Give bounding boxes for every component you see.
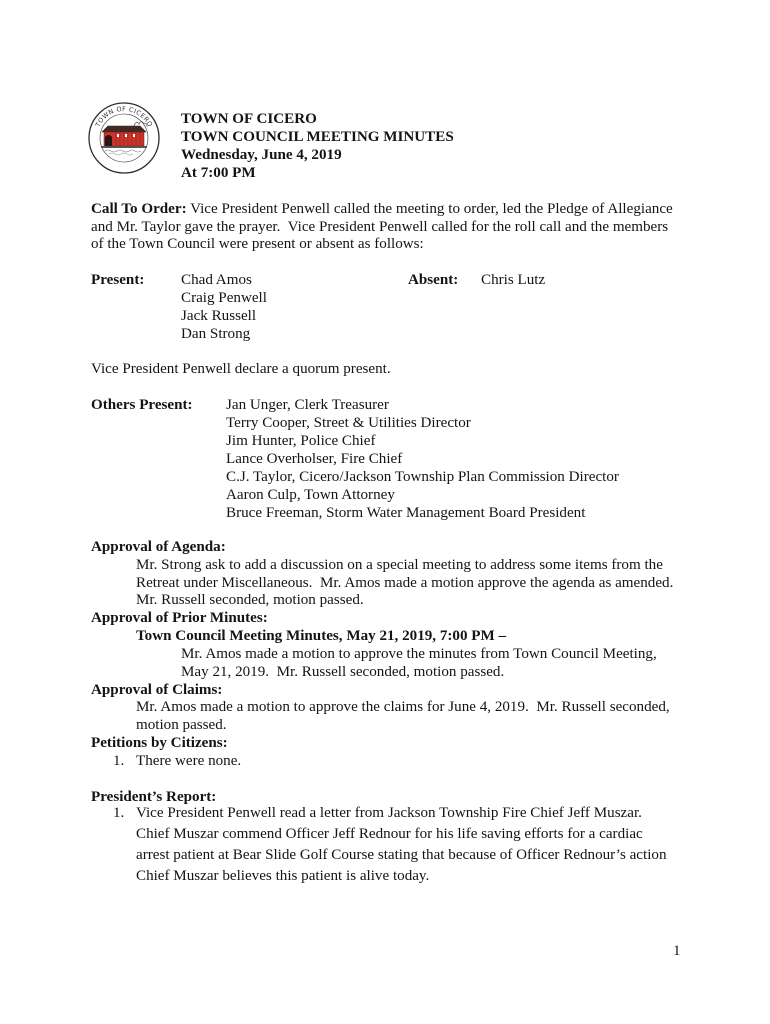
others-present-item: Jim Hunter, Police Chief <box>226 433 376 449</box>
call-to-order-text: Vice President Penwell called the meeting to order, led the Pledge of Allegiance <box>190 201 673 217</box>
page-number: 1 <box>673 943 681 959</box>
section-line: Mr. Amos made a motion to approve the minutes from Town Council Meeting, <box>181 645 657 662</box>
list-item-text: Chief Muszar believes this patient is alive today. <box>136 868 430 885</box>
present-member: Jack Russell <box>181 308 257 324</box>
call-to-order-line <box>91 201 673 219</box>
others-present-item: Lance Overholser, Fire Chief <box>226 451 403 467</box>
others-present-list <box>226 396 619 522</box>
section-line: motion passed. <box>136 717 227 734</box>
section-heading-agenda: Approval of Agenda: <box>91 539 226 555</box>
list-number: 1. <box>113 805 125 822</box>
list-item <box>91 803 691 824</box>
section-line: Retreat under Miscellaneous. Mr. Amos made a motion approve the agenda as amended. <box>136 574 674 591</box>
section-line: Mr. Russell seconded, motion passed. <box>136 592 364 609</box>
minutes-sections <box>91 539 691 771</box>
others-present-item: Terry Cooper, Street & Utilities Director <box>226 415 471 431</box>
list-item <box>91 753 691 771</box>
section-heading-prior-minutes: Approval of Prior Minutes: <box>91 610 268 627</box>
present-member: Dan Strong <box>181 326 251 342</box>
section-line: Mr. Strong ask to add a discussion on a special meeting to address some items from the <box>136 556 663 573</box>
section-line: May 21, 2019. Mr. Russell seconded, motion passed. <box>181 663 505 680</box>
present-member: Craig Penwell <box>181 290 267 306</box>
section-heading-claims: Approval of Claims: <box>91 681 223 698</box>
list-number: 1. <box>113 752 125 769</box>
absent-member: Chris Lutz <box>481 272 546 288</box>
list-item-text: Vice President Penwell read a letter from Jackson Township Fire Chief Jeff Muszar. <box>136 805 642 822</box>
absent-label: Absent: <box>408 272 459 288</box>
meeting-time: At 7:00 PM <box>181 165 256 181</box>
quorum-statement: Vice President Penwell declare a quorum present. <box>91 361 391 377</box>
header-title: TOWN COUNCIL MEETING MINUTES <box>181 129 454 145</box>
section-heading-presidents-report: President’s Report: <box>91 789 217 805</box>
section-line: Mr. Amos made a motion to approve the claims for June 4, 2019. Mr. Russell seconded, <box>136 699 670 716</box>
seal-top-text: TOWN OF CICERO <box>93 104 155 129</box>
others-present-label: Others Present: <box>91 397 193 413</box>
present-members-list <box>181 271 267 343</box>
others-present-item: Aaron Culp, Town Attorney <box>226 487 395 503</box>
list-item-text: There were none. <box>136 752 242 769</box>
others-present-item: C.J. Taylor, Cicero/Jackson Township Plan Commission Director <box>226 469 619 485</box>
list-item-text: arrest patient at Bear Slide Golf Course stating that because of Officer Rednour’s action <box>136 847 667 864</box>
list-item-text: Chief Muszar commend Officer Jeff Rednour for his life saving efforts for a cardiac <box>136 826 643 843</box>
call-to-order-label: Call To Order: <box>91 201 187 217</box>
others-present-item: Jan Unger, Clerk Treasurer <box>226 397 389 413</box>
present-label: Present: <box>91 272 145 288</box>
presidents-report-list <box>91 803 691 887</box>
town-seal-logo <box>87 101 161 175</box>
call-to-order-paragraph <box>91 201 673 254</box>
meeting-date: Wednesday, June 4, 2019 <box>181 147 342 163</box>
header-town-name: TOWN OF CICERO <box>181 111 317 127</box>
others-present-item: Bruce Freeman, Storm Water Management Board President <box>226 505 586 521</box>
section-heading-petitions: Petitions by Citizens: <box>91 735 228 752</box>
call-to-order-line: of the Town Council were present or absent as follows: <box>91 236 424 253</box>
svg-text:TOWN OF CICERO <box>93 105 154 129</box>
present-member: Chad Amos <box>181 272 252 288</box>
absent-members-list <box>481 271 545 289</box>
call-to-order-line: and Mr. Taylor gave the prayer. Vice President Penwell called for the roll call and the members <box>91 218 669 235</box>
minutes-header <box>181 110 454 182</box>
section-subheading: Town Council Meeting Minutes, May 21, 2019, 7:00 PM – <box>136 628 507 645</box>
